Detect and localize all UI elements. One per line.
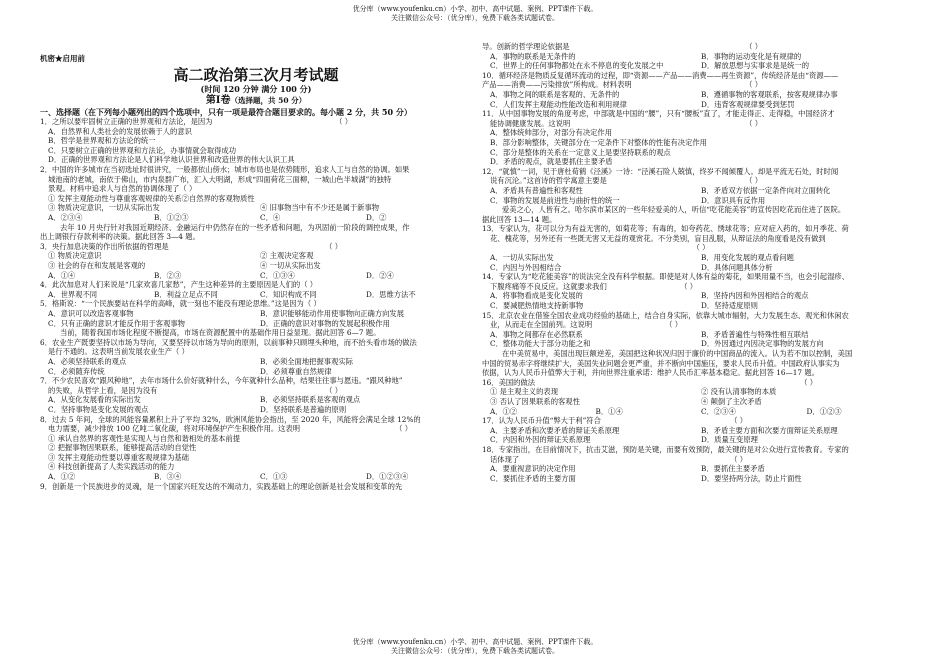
question-11: 11．从中国事物发展的角度考虑，中部就是中国的“腰”，只有“腰板”直了，才能走得正、走得稳，中国经济才 (482, 109, 835, 119)
option-row (482, 464, 912, 474)
option-row (40, 395, 472, 405)
answer-blank: （ ） (745, 80, 762, 90)
statement: ④ 一切从实际出发 (260, 261, 321, 270)
statement: ④ 颠倒了主次矛盾 (701, 396, 762, 406)
option-row (40, 319, 472, 329)
answer-blank: （ ） (665, 320, 682, 330)
question-12: 12．“就慎”一词，见于唐杜荀鹤《泾溪》一诗：“泾溪石险人兢慎，终岁不闻倾覆人。却是平流无石处，时时闻 (482, 166, 839, 176)
question-text: 城池南的老城，南依于佛山，市内泉群广布，汇入大明湖，形成“四面荷花三面柳，一城山色半城湖”的独特 (48, 174, 392, 184)
option: C．事物的发展是前进性与曲折性的统一 (490, 195, 620, 205)
question-text (482, 282, 912, 292)
right-column (482, 42, 912, 483)
option: C．要减肥热情地支持新事物 (490, 301, 584, 311)
statement: ③ 发挥主观能动性要以尊重客观规律为基础 (48, 452, 189, 462)
option: A．①② (490, 406, 518, 416)
statement-row (40, 251, 472, 261)
statement: ① 承认自然界的客观性是实现人与自然和谐相处的基本前提 (48, 433, 241, 443)
answer-blank: （ ） (395, 424, 412, 434)
answer-blank: （ ） (325, 241, 342, 251)
statement: ① 发挥主观能动性与尊重客观规律的关系 (48, 193, 182, 203)
part-note: （选择题，共 50 分） (230, 95, 307, 105)
statement-row (482, 387, 912, 397)
part-label: 第Ⅰ卷 (205, 94, 231, 106)
option: D．思维方法不 (366, 289, 416, 299)
option: A．必须坚持联系的观点 (48, 356, 127, 366)
option: B．坚持内因和外因相结合的观点 (701, 291, 809, 301)
option: D．矛盾的观点，就是要抓住主要矛盾 (490, 157, 613, 167)
question-text (482, 176, 912, 186)
question-9-cont (482, 42, 912, 52)
material-text: 去年 10 月央行针对我国近期经济、金融运行中仍然存在的一些矛盾和问题，为巩固前一阶段的调控成果，作 (60, 222, 410, 232)
option: B．用变化发展的观点看问题 (701, 253, 794, 263)
option: C．部分是整体的关系在一定意义上是要坚持联系的观点 (490, 147, 671, 157)
option: D．② (366, 213, 387, 223)
question-5: 5．格斯说：“一个民族要站在科学的高峰，就一刻也不能没有理论思维。”这是因为（ ） (40, 299, 321, 309)
statement-row (40, 203, 472, 213)
option: C．坚持事物是变化发展的观点 (48, 404, 149, 414)
option-row (40, 213, 472, 223)
option: A．矛盾具有普遍性和客观性 (490, 185, 583, 195)
option: B．意识能够能动作用使事物向正确方向发展 (260, 308, 405, 318)
page-header (0, 5, 950, 23)
exam-title: 高二政治第三次月考试题 (173, 65, 339, 84)
option: C．①③④ (260, 270, 295, 280)
answer-blank: （ ） (730, 416, 747, 426)
question-text (40, 424, 472, 434)
option-row (482, 291, 912, 301)
option: C．人们发挥主观能动性能改造和利用规律 (490, 99, 627, 109)
question-stem: 电力需要，减少排放 100 亿吨二氧化碳，将对环境保护产生积极作用。这表明 (48, 424, 301, 434)
option: A．从变化发展看的实际出发 (48, 395, 141, 405)
option: A．整体统帅部分，对部分有决定作用 (490, 128, 613, 138)
question-14: 14．专家认为“吃花能美容”的说法完全没有科学根据。即使是对人体有益的菊花，如果用量不当，也会引起湿疹、 (482, 272, 849, 282)
option: A．①② (48, 472, 76, 482)
option-row (482, 61, 912, 71)
option: B．①②③ (154, 213, 189, 223)
question-stem: 1．之所以要牢固树立正确的世界观和方法论，是因为 (40, 117, 213, 127)
footer-line-1: 优分库（www.youfenku.cn）小学、初中、高中试题、案例、PPT课件下载。 (352, 638, 598, 646)
statement: ① 物质决定意识 (48, 251, 102, 261)
option-row (482, 186, 912, 196)
option: D．要坚持两分法，防止片面性 (701, 473, 802, 483)
option: B．哲学是世界观和方法论的统一 (48, 136, 156, 146)
material-text: 出上调银行存款利率的决策。据此回答 3—4 题。 (40, 232, 200, 242)
question-stem: 17．认为人民币升值“弊大于利”符合 (482, 416, 601, 426)
exam-subtitle: (时间 120 分钟 满分 100 分) (200, 83, 312, 94)
statement-row (40, 261, 472, 271)
option: D．②④ (366, 270, 394, 280)
header-line-1: 优分库（www.youfenku.cn）小学、初中、高中试题、案例、PPT课件下载。 (352, 5, 598, 13)
option: D．解放思想与实事求是是统一的 (701, 61, 810, 71)
option: A．事物之间都存在必然联系 (490, 329, 583, 339)
answer-blank: （ ） (692, 243, 710, 253)
option-row (40, 472, 472, 482)
question-stem: 能协调健康发展。这说明 (490, 118, 571, 128)
option-row (482, 407, 912, 417)
option: A．要重视意识的决定作用 (490, 464, 576, 474)
question-text (482, 80, 912, 90)
question-text: 花、槐花等，另外还有一些既无害又无益的观赏花。不分类别，盲目乱服，从辩证法的角度看是没有做到 (490, 233, 826, 243)
option: C．内因与外因相结合 (490, 262, 562, 272)
option: C．内因和外因的辩证关系原理 (490, 435, 591, 445)
material-text: 中国的贸易赤字将继续扩大，美国失业问题会更严重，并不断向中国施压，要求人民币升值。中国政府认事实为 (482, 358, 840, 368)
question-stem: 3．央行加息决策的作出所依据的哲理是 (40, 241, 169, 251)
option: C．知识构成不同 (260, 289, 317, 299)
section-instructions: 一、选择题（在下列每小题列出的四个选项中，只有一项是最符合题目要求的。每小题 2 分，共 50 分） (40, 106, 412, 117)
question-18: 18．专家指出，在目前情况下，抗击艾滋，预防是关键，而要有效预防，最关键的是对公众进行宣传教育。专家的 (482, 444, 849, 454)
question-8: 8．过去 5 年间，全球的风能容量累积上升了平均 32%，欧洲风能协会指出，至 2020 年，风能将会满足全球 12%的 (40, 414, 421, 424)
material-text: 爱美之心，人皆有之。哈尔滨市某区的一些年轻爱美的人，听信“吃花能美容”的宣传因吃花而住进了医院。 (502, 205, 846, 215)
question-13: 13．专家认为，花可以分为有益无害的，如菊花等；有毒的，如夸药花、绣球花等；应对症入药的，如月季花、荷 (482, 224, 849, 234)
option-row (482, 330, 912, 340)
option: B．部分影响整体，关键部分在一定条件下对整体的性能有决定作用 (490, 137, 707, 147)
option: B．③④ (154, 472, 182, 482)
question-text (482, 320, 912, 330)
option-row (482, 263, 912, 273)
option: A．主要矛盾和次要矛盾的辩证关系原理 (490, 425, 620, 435)
question-stem: 话体现了 (490, 454, 520, 464)
option-row (482, 52, 912, 62)
answer-blank: （ ） (800, 377, 817, 387)
question-stem: 16．美国的做法 (482, 377, 536, 387)
option-row (482, 253, 912, 263)
option: A．②③④ (48, 213, 83, 223)
statement: ③ 社会的存在和发展是客观的 (48, 261, 146, 270)
confidential-mark: 机密★启用前 (40, 54, 85, 63)
option-row (482, 196, 912, 206)
option: D．①②③ (806, 406, 842, 416)
option: D．坚持适度原则 (701, 301, 758, 311)
question-6: 6．农业生产既要坚持以市场为导向，又要坚持以市场为导向的原则，以前事种只顾埋头种地，而不抬头看市场的做法 (40, 337, 417, 347)
statement: ②自然界的客观物质性 (181, 193, 255, 203)
option: D．违背客观规律要受到惩罚 (701, 99, 795, 109)
material-text: 在中美贸易中，美国出现巨额逆差，美国把这种状况归因于廉价的中国商品的流入。认为若不加以控制，美国 (502, 349, 853, 358)
statement: ② 把握事物因果联系，能够提高活动的自觉性 (48, 443, 197, 453)
question-text: 景观。材料中追求人与自然的协调体现了（ ） (48, 184, 197, 194)
option: D．正确的意识对事物的发展起积极作用 (260, 318, 390, 328)
option-row (482, 474, 912, 484)
left-column (40, 42, 472, 491)
option: B．要抓住主要矛盾 (701, 464, 765, 474)
question-stem: 业，从而走在全国前列。这说明 (490, 320, 593, 330)
question-1 (40, 117, 472, 127)
question-text (482, 119, 912, 129)
option-row (40, 271, 472, 281)
question-text: 是行不通的。这表明当前发展农业生产（ ） (48, 347, 189, 357)
statement: ② 没有认清事物的本质 (701, 387, 777, 397)
statement: ① 是主观主义的表现 (490, 387, 558, 397)
question-text (482, 455, 912, 465)
option: B．利益立足点不同 (154, 289, 218, 299)
question-3 (40, 242, 472, 252)
option: B．遵循事物的客观联系，按客观规律办事 (701, 89, 838, 99)
option: D．必须尊重自然规律 (260, 366, 332, 376)
option: C．必须随弃传统 (48, 366, 105, 376)
option-row (482, 301, 912, 311)
answer-blank: （ ） (730, 454, 747, 464)
option: C．①③ (260, 472, 288, 482)
option: A．事物的联系是无条件的 (490, 51, 576, 61)
header-line-2: 关注微信公众号：（优分库），免费下载各类试题试卷。 (391, 14, 559, 22)
answer-blank: （ ） (745, 118, 762, 128)
question-10: 10．循环经济是物质反复循环流动的过程，即“资源——产品——消费——再生资源”，传统经济是由“资源—— (482, 70, 839, 80)
material-text: 当前，随着我国市场化程度不断提高，市场在资源配置中的基础作用日益显现。据此回答 6—7 题。 (60, 328, 381, 338)
question-9: 9．创新是一个民族进步的灵魂，是一个国家兴旺发达的不竭动力，实践基础上的理论创新是社会发展和变革的先 (40, 481, 403, 491)
option: C．只有正确的意识才能反作用于客观事物 (48, 318, 185, 328)
part-heading (40, 95, 472, 107)
option-row (482, 435, 912, 445)
option: A．自然界和人类社会的发展依赖于人的意识 (48, 126, 192, 136)
question-4: 4．此次加息对人们来说是“几家欢喜几家愁”，产生这种差异的主要原因是人们的（ ） (40, 280, 318, 290)
option: D．坚持联系是普遍的原则 (260, 404, 347, 414)
option: C．只要树立正确的世界观和方法论，办事情就会取得成功 (48, 145, 237, 155)
answer-blank: （ ） (745, 42, 762, 51)
option-row (40, 290, 472, 300)
option-row (40, 357, 472, 367)
option: A．将事物看成是变化发展的 (490, 291, 583, 301)
question-16 (482, 378, 912, 388)
question-stem: 的失败，从哲学上看，是因为没有 (48, 385, 158, 395)
option: A．①④ (48, 270, 76, 280)
material-text: 据此回答 13—14 题。 (482, 214, 557, 224)
footer-line-2: 关注微信公众号：（优分库），免费下载各类试题试卷。 (391, 647, 559, 655)
answer-blank: （ ） (680, 281, 697, 291)
option: D．意识具有反作用 (701, 195, 766, 205)
option-row (482, 100, 912, 110)
option: C．世界上的任何事物都处在永不停息的变化发展之中 (490, 61, 664, 71)
option: D．质量互变原理 (701, 435, 758, 445)
question-7: 7．不少农民喜欢“跟风种地”，去年市场什么价好就种什么，今年就种什么品种，结果往往事与愿违。“跟风种地” (40, 376, 403, 386)
option-row (482, 90, 912, 100)
statement-row (40, 194, 472, 204)
question-15: 15．北京农业在借鉴全国农业成功经验的基础上，结合自身实际，依靠大城市辐射，大力发展生态、观光和休闲农 (482, 310, 849, 320)
option: C．整体功能大于部分功能之和 (490, 339, 591, 349)
option-row (40, 367, 472, 377)
statement: ④ 旧事物当中有不少还是属于新事物 (260, 203, 380, 213)
question-text (40, 386, 472, 396)
option: C．②③④ (701, 406, 736, 416)
question-stem: 导。创新的哲学理论依据是 (482, 42, 570, 51)
material-text: 依据，认为人民币升值弊大于利，并向世界注重承诺：维护人民币汇率基本稳定。据此回答 16—17 题。 (482, 368, 819, 378)
option-row (40, 405, 472, 415)
option: C．④ (260, 213, 281, 223)
option: B．②③ (154, 270, 182, 280)
option: B．矛盾普遍性与特殊性相互联结 (701, 329, 809, 339)
option: A．世界观不同 (48, 289, 98, 299)
option: D．外因通过内因决定事物的发展方向 (701, 339, 824, 349)
option: C．要抓住矛盾的主要方面 (490, 473, 576, 483)
statement-row (482, 397, 912, 407)
option: A．事物之间的联系是客观的、无条件的 (490, 89, 620, 99)
option: B．必须坚持联系是客观的观点 (260, 395, 361, 405)
option: B．①④ (595, 406, 623, 416)
option-row (40, 309, 472, 319)
question-17 (482, 416, 912, 426)
question-stem: 下腹疼痛等不良反应。这就要求我们 (490, 281, 607, 291)
option: B．事物的运动变化是有规律的 (701, 51, 802, 61)
question-stem: 说有沉沦。”这首诗的哲学寓意主要是 (490, 176, 607, 186)
answer-blank: （ ） (335, 117, 352, 127)
option: B．矛盾主要方面和次要方面辩证关系原理 (701, 425, 838, 435)
question-2: 2．中国的许多城市在当初选址时很讲究，一般都依山傍水；城市布局也是依势随形，追求人工与自然的协调。如果 (40, 165, 410, 175)
page-footer (0, 638, 950, 656)
statement: ③ 物质决定意识，一切从实际出发 (48, 203, 160, 213)
statement: ④ 科技创新提高了人类实践活动的能力 (48, 462, 175, 472)
option: D．正确的世界观和方法论是人们科学地认识世界和改造世界的伟大认识工具 (48, 155, 295, 165)
question-stem: 产品——消费——污染排放”所构成。材料表明 (482, 80, 632, 90)
option: D．具体问题具体分析 (701, 262, 773, 272)
statement: ② 主观决定客观 (260, 251, 314, 261)
answer-blank: （ ） (325, 385, 342, 395)
option-row (482, 426, 912, 436)
option: D．①②③④ (366, 472, 409, 482)
option-row (482, 339, 912, 349)
option: B．矛盾双方依据一定条件向对立面转化 (701, 185, 831, 195)
option: A．一切从实际出发 (490, 253, 554, 263)
option: B．必须全面地把握事观实际 (260, 356, 353, 366)
answer-blank: （ ） (745, 176, 762, 186)
statement: ③ 否认了因果联系的客观性 (490, 396, 580, 406)
option: A．意识可以改造客观事物 (48, 308, 134, 318)
